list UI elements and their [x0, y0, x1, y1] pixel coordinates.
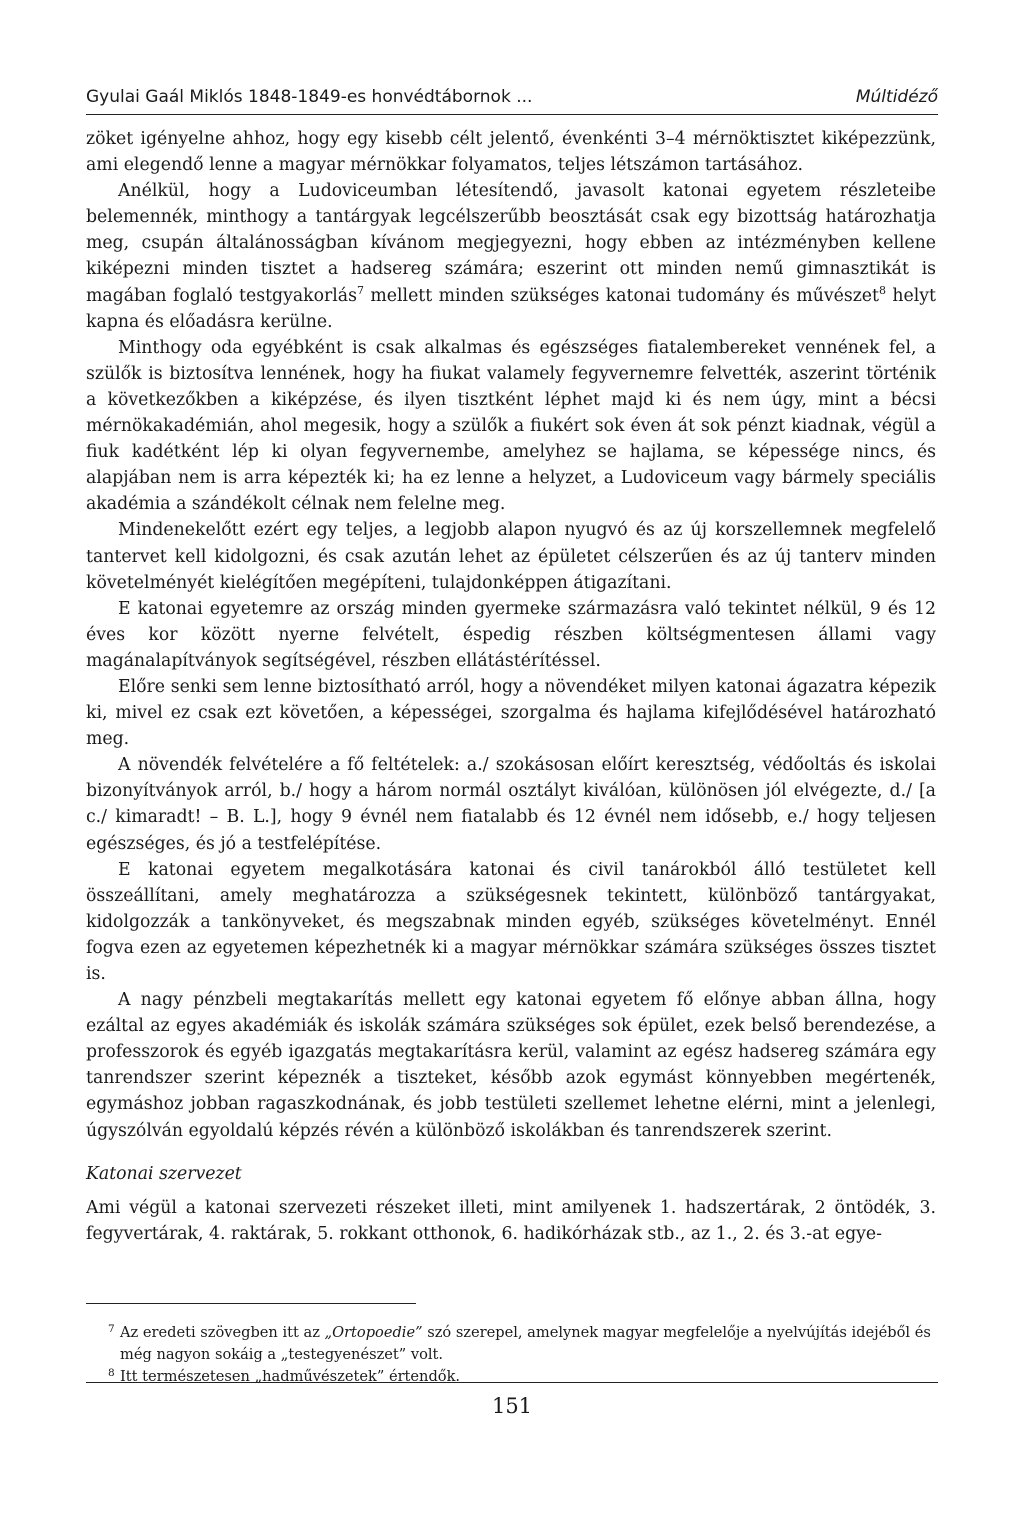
- footnote-8: 8 Itt természetesen „hadművészetek” értendők.: [86, 1366, 936, 1388]
- running-header: [86, 86, 938, 115]
- paragraph: Minthogy oda egyébként is csak alkalmas és egészséges fiatalembereket vennének fel, a szülők is biztosítva lennének, hogy ha fiukat valamely fegyvernemre felvették, aszerint történik a következőkben a kiképzése, és ilyen tisztként léphet majd ki és nem úgy, mint a bécsi mérnökakadémián, ahol megesik, hogy a szülők a fiukért sok éven át sok pénzt kiadnak, végül a fiuk kadétként lép ki olyan fegyvernembe, amelyhez se hajlama, se képessége nincs, és alapjában nem is arra képezték ki; ha ez lenne a helyzet, a Ludoviceum vagy bármely speciális akadémia a szándékolt célnak nem felelne meg.: [86, 337, 936, 515]
- paragraph: A nagy pénzbeli megtakarítás mellett egy katonai egyetem fő előnye abban állna, hogy ezáltal az egyes akadémiák és iskolák számára szükséges sok épület, ezek belső berendezése, a professzorok és egyéb igazgatás megtakarításra kerül, valamint az egész hadsereg számára egy tanrendszer szerint képeznék a tiszteket, később azok egymást könnyebben megértenék, egymáshoz jobban ragaszkodnának, és jobb testületi szellemet lehetne elérni, mint a jelenlegi, úgyszólván egyoldalú képzés révén a különböző iskolákban és tanrendszerek szerint.: [86, 990, 936, 1141]
- footnotes: [86, 1322, 936, 1388]
- header-series: Múltidéző: [855, 87, 938, 107]
- footnote-separator: [86, 1303, 416, 1304]
- footnote-ref-8[interactable]: 8: [878, 283, 886, 297]
- header-title: Gyulai Gaál Miklós 1848-1849-es honvédtábornok ...: [86, 87, 533, 107]
- paragraph: E katonai egyetemre az ország minden gyermeke származásra való tekintet nélkül, 9 és 12 éves kor között nyerne felvételt, éspedig részben költségmentesen állami vagy magánalapítványok segítségével, részben ellátástérítéssel.: [86, 598, 936, 671]
- section-paragraph: Ami végül a katonai szervezeti részeket illeti, mint amilyenek 1. hadszertárak, 2 öntödék, 3. fegyvertárak, 4. raktárak, 5. rokkant otthonok, 6. hadikórházak stb., az 1., 2. és 3.-at egye-: [86, 1197, 936, 1244]
- footnote-number: 7: [108, 1323, 115, 1335]
- page-number: 151: [491, 1394, 533, 1418]
- bottom-rule: [86, 1382, 938, 1383]
- footnote-7: 7 Az eredeti szövegben itt az „Ortopoedie” szó szerepel, amelynek magyar megfelelője a nyelvújítás idejéből és még nagyon sokáig a „testegyenészet” volt.: [86, 1322, 936, 1366]
- paragraph: Anélkül, hogy a Ludoviceumban létesítendő, javasolt katonai egyetem részleteibe belemennék, minthogy a tantárgyak legcélszerűbb beosztását csak egy bizottság határozhatja meg, csupán általánosságban kívánom megjegyezni, hogy ebben az intézményben kellene kiképezni minden tisztet a hadsereg számára; eszerint ott minden nemű gimnasztikát is magában foglaló testgyakorlás$^7$ mellett minden szükséges katonai tudomány és művészet$^8$ helyt kapna és előadásra kerülne.: [86, 181, 937, 332]
- paragraph: E katonai egyetem megalkotására katonai és civil tanárokból álló testületet kell összeállítani, amely meghatározza a szükségesnek tekintett, különböző tantárgyakat, kidolgozzák a tankönyveket, és megszabnak minden egyéb, szükséges követelményt. Ennél fogva ezen az egyetemen képezhetnék ki a magyar mérnökkar számára szükséges összes tisztet is.: [86, 859, 936, 984]
- main-text: [86, 126, 936, 1247]
- section-heading: Katonai szervezet: [86, 1163, 242, 1184]
- paragraph: A növendék felvételére a fő feltételek: a./ szokásosan előírt keresztség, védőoltás és iskolai bizonyítványok arról, b./ hogy a három normál osztályt kiválóan, különösen jól elvégezte, d./ [a c./ kimaradt! – B. L.], hogy 9 évnél nem fiatalabb és 12 évnél nem idősebb, e./ hogy teljesen egészséges, és jó a testfelépítése.: [86, 755, 936, 854]
- footnote-number: 8: [108, 1367, 115, 1379]
- paragraph: Előre senki sem lenne biztosítható arról, hogy a növendéket milyen katonai ágazatra képezik ki, mivel ez csak ezt követően, a képességei, szorgalma és hajlama kifejlődésével határozható meg.: [86, 676, 936, 750]
- paragraph: zöket igényelne ahhoz, hogy egy kisebb célt jelentő, évenkénti 3–4 mérnöktisztet kiképezzünk, ami elegendő lenne a magyar mérnökkar folyamatos, teljes létszámon tartásához.: [86, 129, 936, 176]
- paragraph: Mindenekelőtt ezért egy teljes, a legjobb alapon nyugvó és az új korszellemnek megfelelő tantervet kell kidolgozni, és csak azután lehet az épületet célszerűen és az új tanterv minden követelményét kielégítően megépíteni, tulajdonképpen átigazítani.: [86, 520, 936, 593]
- footnote-ref-7[interactable]: 7: [356, 283, 364, 297]
